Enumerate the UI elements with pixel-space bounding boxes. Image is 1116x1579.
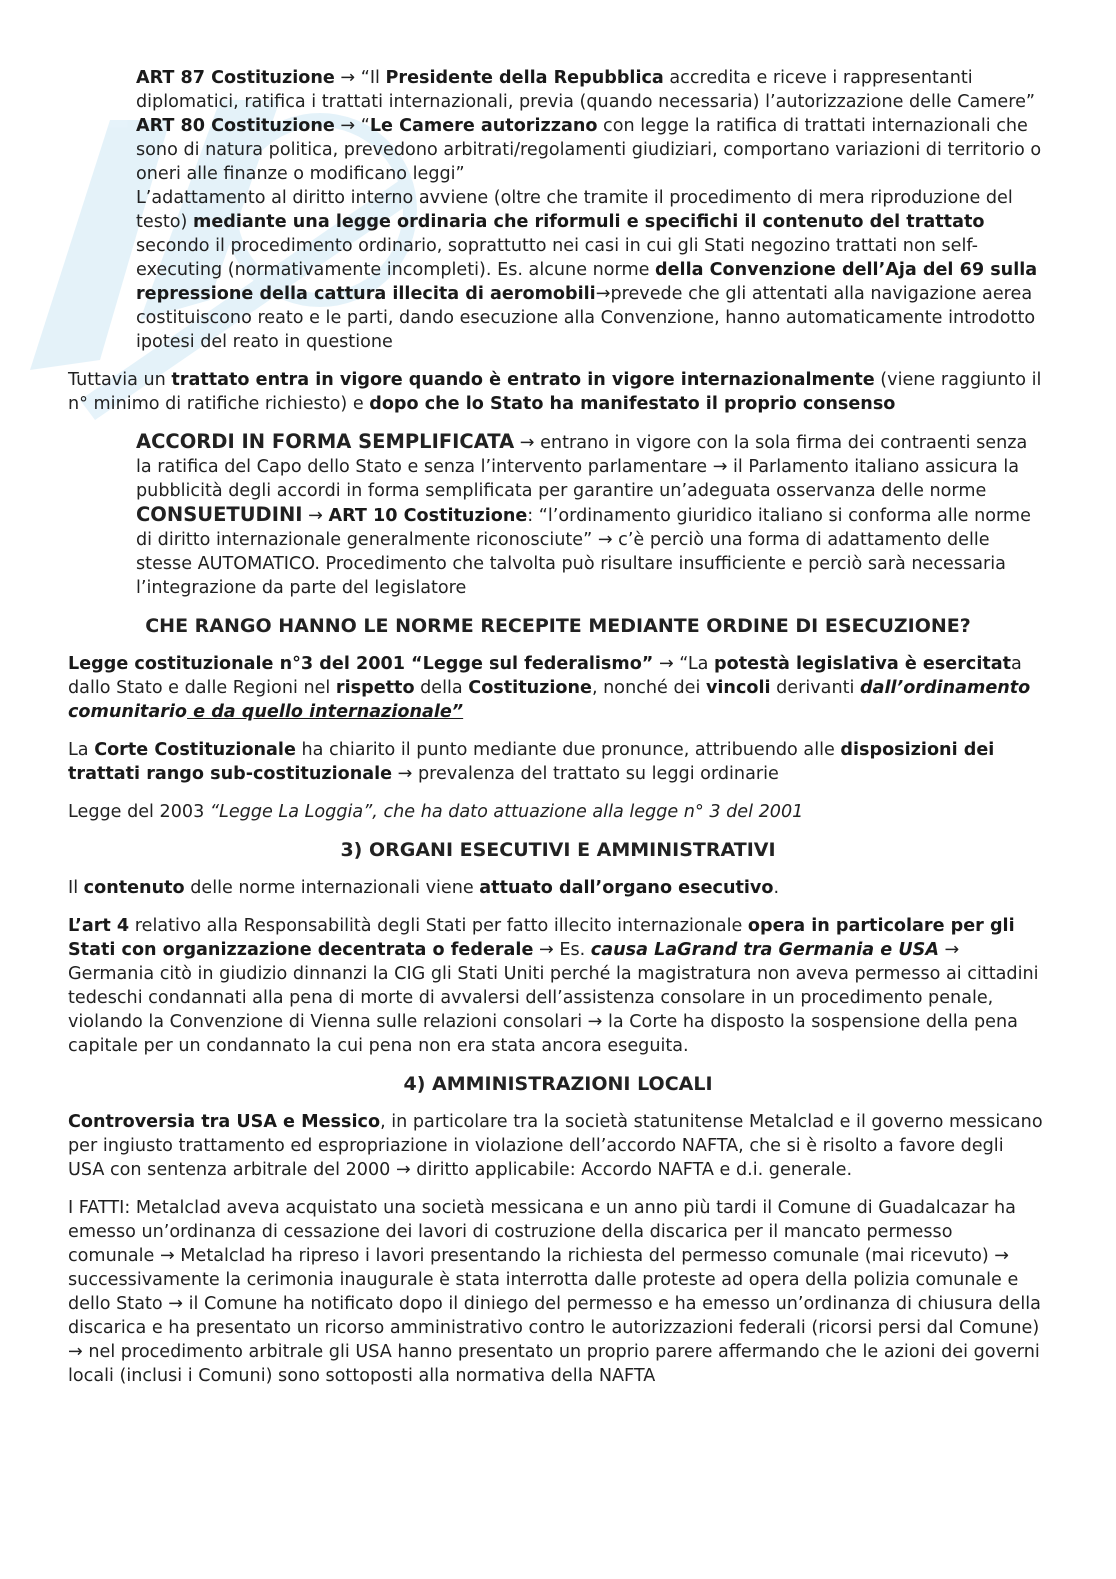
adattamento-list	[136, 430, 1044, 600]
legge-federalismo-paragraph: Legge costituzionale n°3 del 2001 “Legge sul federalismo” → “La potestà legislativa è esercitata dallo Stato e dalle Regioni nel rispetto della Costituzione, nonché dei vincoli derivanti dall’ordinamento comunitario e da quello internazionale”	[68, 654, 1031, 722]
locali-paragraph-2: I FATTI: Metalclad aveva acquistato una società messicana e un anno più tardi il Comune di Guadalcazar ha emesso un’ordinanza di cessazione dei lavori di costruzione della discarica per il mancato permesso comunale → Metalclad ha ripreso i lavori presentando la richiesta del permesso comunale (mai ricevuto) → successivamente la cerimonia inaugurale è stata interrotta dalle proteste ad opera della polizia comunale e dello Stato → il Comune ha notificato dopo il diniego del permesso e ha emesso un’ordinanza di chiusura della discarica e ha presentato un ricorso amministrativo contro le autorizzazioni federali (ricorsi persi dal Comune) → nel procedimento arbitrale gli USA hanno presentato un proprio parere affermando che le azioni dei governi locali (inclusi i Comuni) sono sottoposti alla normativa della NAFTA	[68, 1198, 1041, 1386]
section-heading-organi: 3) ORGANI ESECUTIVI E AMMINISTRATIVI	[340, 839, 776, 861]
locali-paragraph-1: Controversia tra USA e Messico, in particolare tra la società statunitense Metalclad e il governo messicano per ingiusto trattamento ed espropriazione in violazione dell’accordo NAFTA, che si è risolto a favore degli USA con sentenza arbitrale del 2000 → diritto applicabile: Accordo NAFTA e d.i. generale.	[68, 1112, 1043, 1180]
list-item: ACCORDI IN FORMA SEMPLIFICATA → entrano in vigore con la sola firma dei contraenti senza la ratifica del Capo dello Stato e senza l’intervento parlamentare → il Parlamento italiano assicura la pubblicità degli accordi in forma semplificata per garantire un’adeguata osservanza delle norme	[136, 430, 1028, 501]
section-heading-rango: CHE RANGO HANNO LE NORME RECEPITE MEDIANTE ORDINE DI ESECUZIONE?	[145, 615, 971, 637]
adattamento-paragraph: L’adattamento al diritto interno avviene (oltre che tramite il procedimento di mera riproduzione del testo) mediante una legge ordinaria che riformuli e specifichi il contenuto del trattato secondo il procedimento ordinario, soprattutto nei casi in cui gli Stati negozino trattati non self-executing (normativamente incompleti). Es. alcune norme della Convenzione dell’Aja del 69 sulla repressione della cattura illecita di aeromobili→prevede che gli attentati alla navigazione aerea costituiscono reato e le parti, dando esecuzione alla Convenzione, hanno automaticamente introdotto ipotesi del reato in questione	[136, 188, 1038, 352]
organi-paragraph-1: Il contenuto delle norme internazionali viene attuato dall’organo esecutivo.	[68, 878, 780, 898]
corte-paragraph: La Corte Costituzionale ha chiarito il punto mediante due pronunce, attribuendo alle disposizioni dei trattati rango sub-costituzionale → prevalenza del trattato su leggi ordinarie	[68, 740, 995, 784]
art80-paragraph: ART 80 Costituzione → “Le Camere autorizzano con legge la ratifica di trattati internazionali che sono di natura politica, prevedono arbitrati/regolamenti giudiziari, comportano variazioni di territorio o oneri alle finanze o modificano leggi”	[136, 116, 1042, 184]
list-item-title: ACCORDI IN FORMA SEMPLIFICATA	[136, 430, 515, 453]
list-item-title: CONSUETUDINI	[136, 503, 303, 526]
tuttavia-paragraph: Tuttavia un trattato entra in vigore quando è entrato in vigore internazionalmente (viene raggiunto il n° minimo di ratifiche richiesto) e dopo che lo Stato ha manifestato il proprio consenso	[68, 370, 1042, 414]
ratifica-block	[0, 66, 1116, 1388]
section-heading-locali: 4) AMMINISTRAZIONI LOCALI	[403, 1073, 713, 1095]
list-item: CONSUETUDINI → ART 10 Costituzione: “l’ordinamento giuridico italiano si conforma alle norme di diritto internazionale generalmente riconosciute” → c’è perciò una forma di adattamento delle stesse AUTOMATICO. Procedimento che talvolta può risultare insufficiente e perciò sarà necessaria l’integrazione da parte del legislatore	[136, 503, 1031, 598]
art87-paragraph: ART 87 Costituzione → “Il Presidente della Repubblica accredita e riceve i rappresentanti diplomatici, ratifica i trattati internazionali, previa (quando necessaria) l’autorizzazione delle Camere”	[136, 68, 1036, 112]
organi-paragraph-2: L’art 4 relativo alla Responsabilità degli Stati per fatto illecito internazionale opera in particolare per gli Stati con organizzazione decentrata o federale → Es. causa LaGrand tra Germania e USA → Germania citò in giudizio dinnanzi la CIG gli Stati Uniti perché la magistratura non aveva permesso ai cittadini tedeschi condannati alla pena di morte di avvalersi dell’assistenza consolare in un procedimento penale, violando la Convenzione di Vienna sulle relazioni consolari → la Corte ha disposto la sospensione della pena capitale per un condannato la cui pena non era stata ancora eseguita.	[68, 916, 1039, 1056]
loggia-paragraph: Legge del 2003 “Legge La Loggia”, che ha dato attuazione alla legge n° 3 del 2001	[68, 802, 804, 822]
